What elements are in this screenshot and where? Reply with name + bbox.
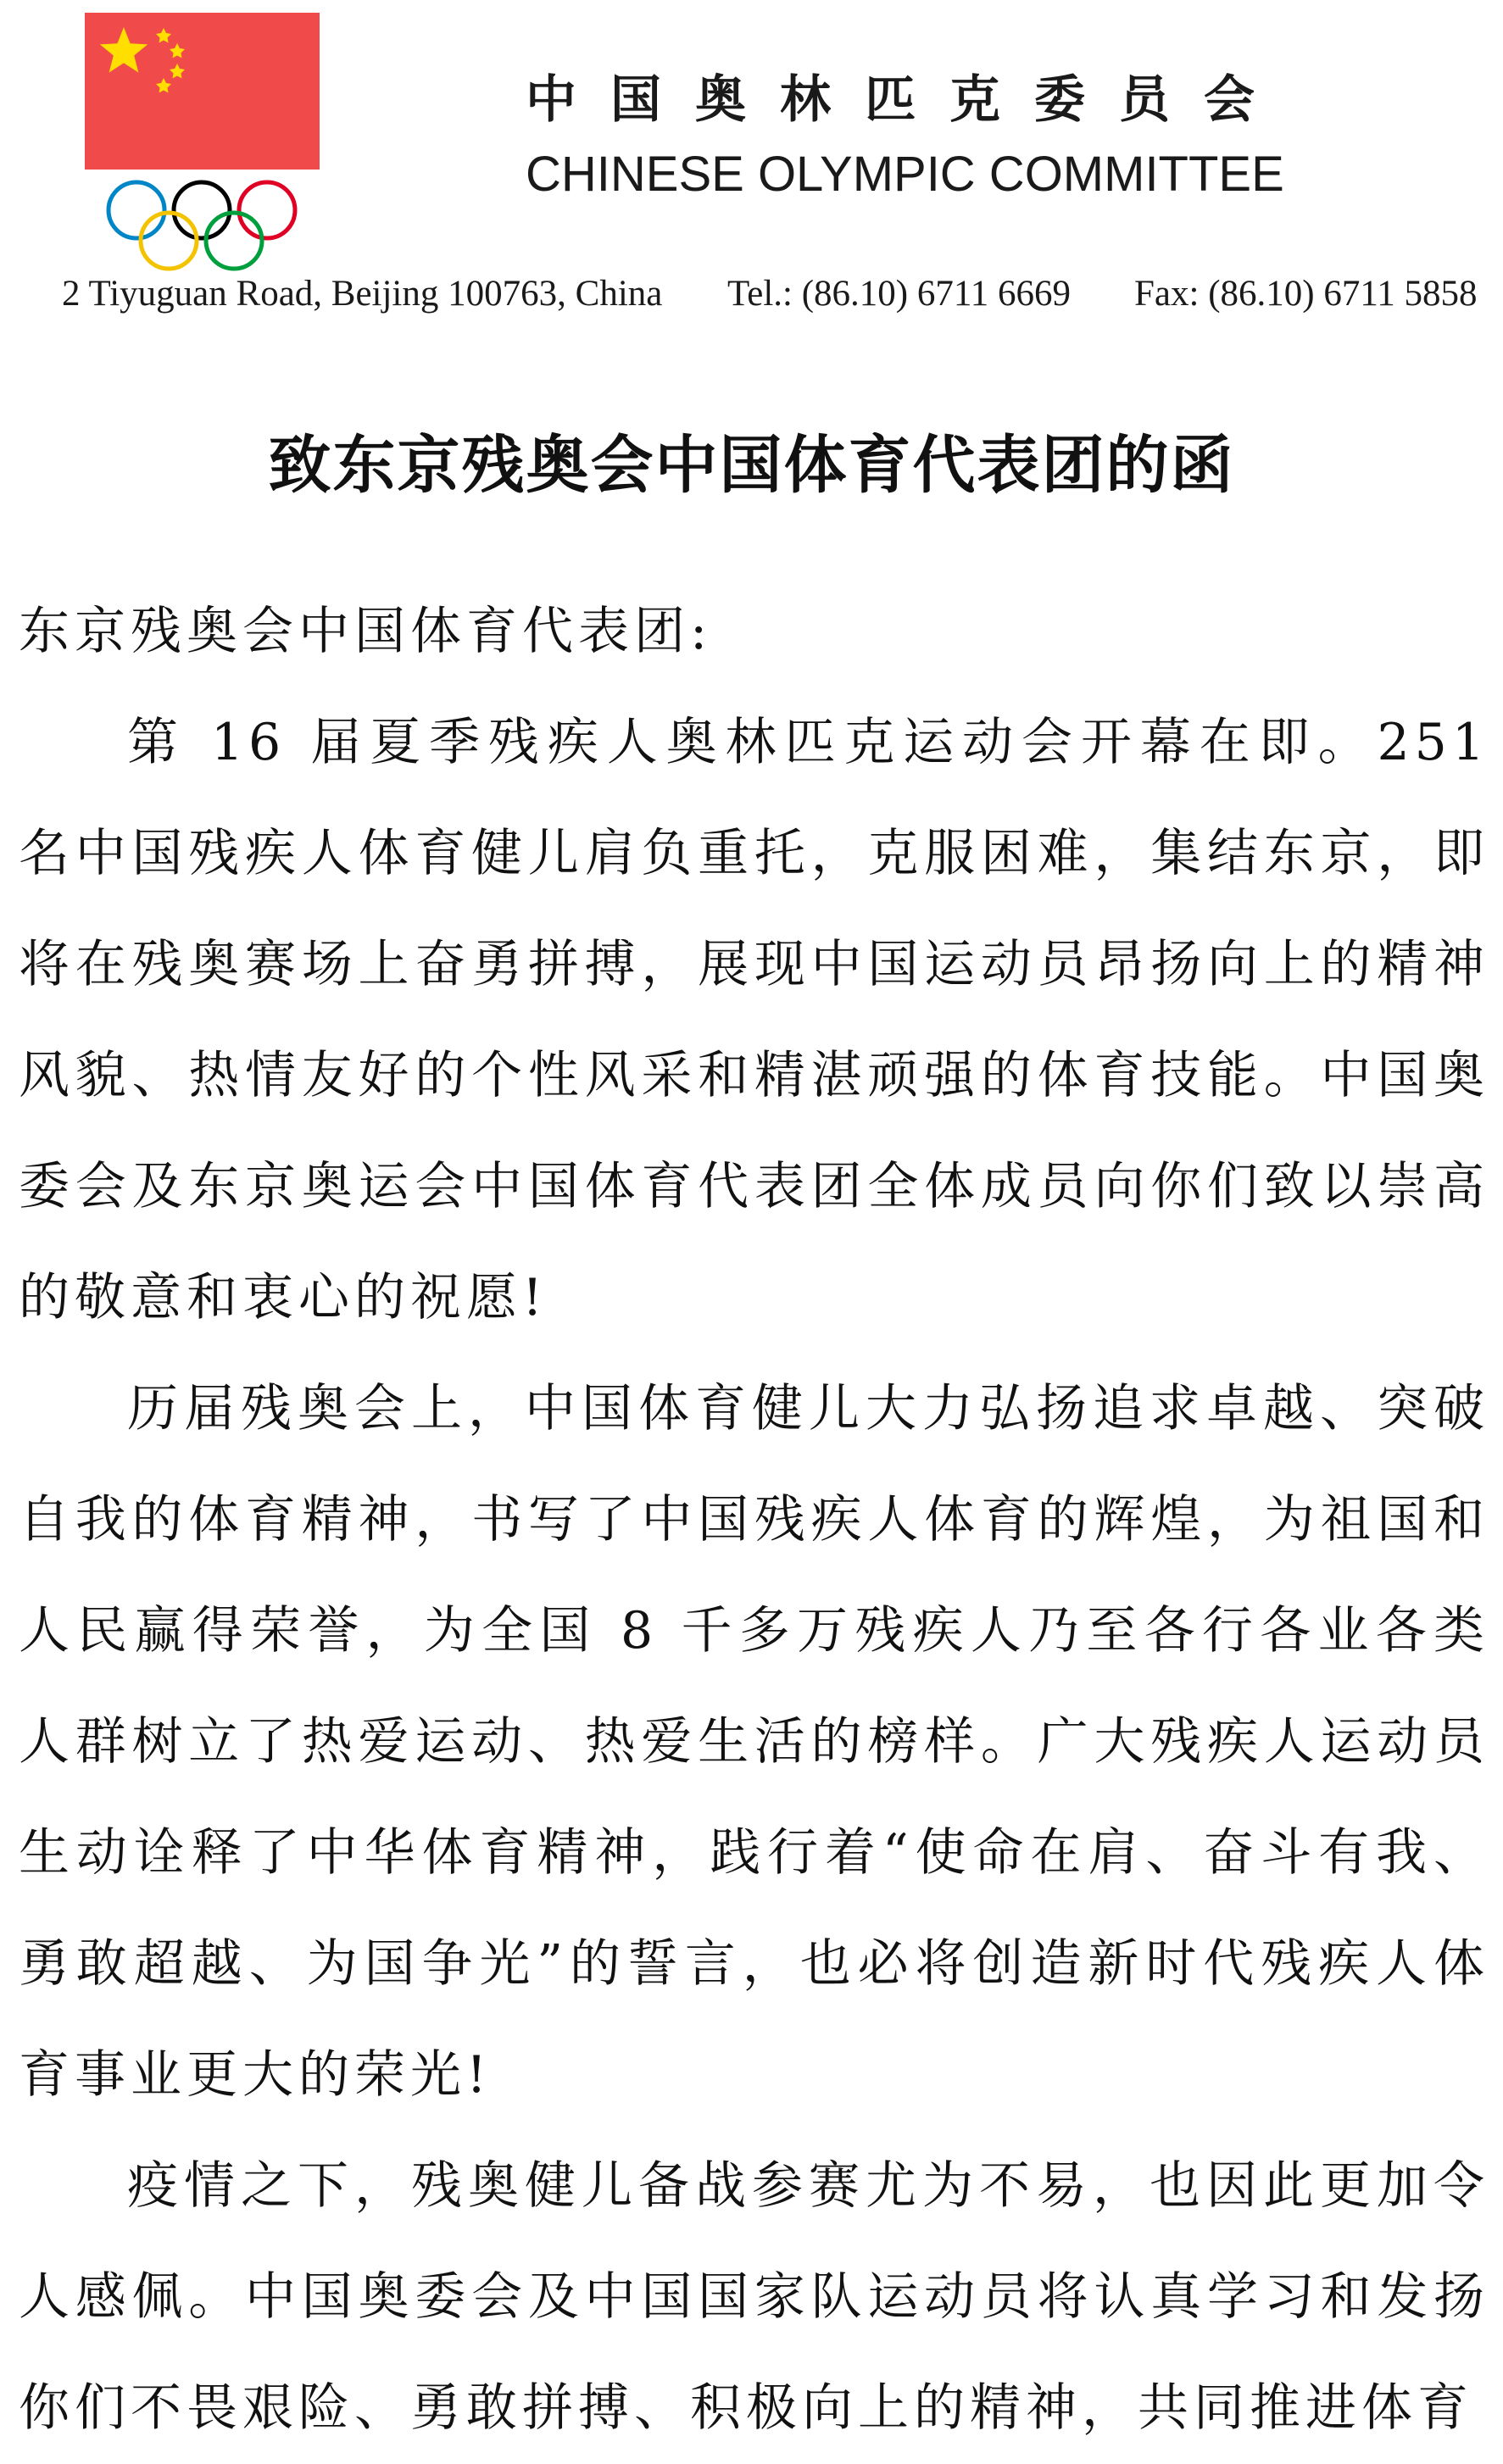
telephone-number: Tel.: (86.10) 6711 6669 bbox=[727, 274, 1072, 314]
china-flag-logo bbox=[85, 13, 320, 170]
letter-body bbox=[19, 576, 1489, 2464]
salutation: 东京残奥会中国体育代表团: bbox=[19, 602, 713, 661]
letterhead bbox=[0, 0, 1503, 331]
olympic-rings-logo bbox=[104, 178, 299, 275]
body-paragraph-3: 疫情之下，残奥健儿备战参赛尤为不易，也因此更加令人感佩。中国奥委会及中国国家队运动员将认真学习和发扬你们不畏艰险、勇敢拼搏、积极向上的精神，共同推进体育 bbox=[19, 2156, 1489, 2438]
address-line: 2 Tiyuguan Road, Beijing 100763, China bbox=[62, 274, 663, 314]
body-paragraph-1: 第 16 届夏季残疾人奥林匹克运动会开幕在即。251 名中国残疾人体育健儿肩负重托，克服困难，集结东京，即将在残奥赛场上奋勇拼搏，展现中国运动员昂扬向上的精神风貌、热情友好的个性风采和精湛顽强的体育技能。中国奥委会及东京奥运会中国体育代表团全体成员向你们致以崇高的敬意和衷心的祝愿! bbox=[19, 713, 1489, 1327]
org-name-chinese: 中国奥林匹克委员会 bbox=[526, 70, 1289, 130]
fax-number: Fax: (86.10) 6711 5858 bbox=[1134, 274, 1478, 314]
org-name-english: CHINESE OLYMPIC COMMITTEE bbox=[526, 147, 1284, 202]
body-paragraph-2: 历届残奥会上，中国体育健儿大力弘扬追求卓越、突破自我的体育精神，书写了中国残疾人体育的辉煌，为祖国和人民赢得荣誉，为全国 8 千多万残疾人乃至各行各业各类人群树立了热爱运动、热爱生活的榜样。广大残疾人运动员生动诠释了中华体育精神，践行着“使命在肩、奋斗有我、勇敢超越、为国争光”的誓言，也必将创造新时代残疾人体育事业更大的荣光! bbox=[19, 1379, 1489, 2105]
letter-title: 致东京残奥会中国体育代表团的函 bbox=[268, 428, 1235, 502]
